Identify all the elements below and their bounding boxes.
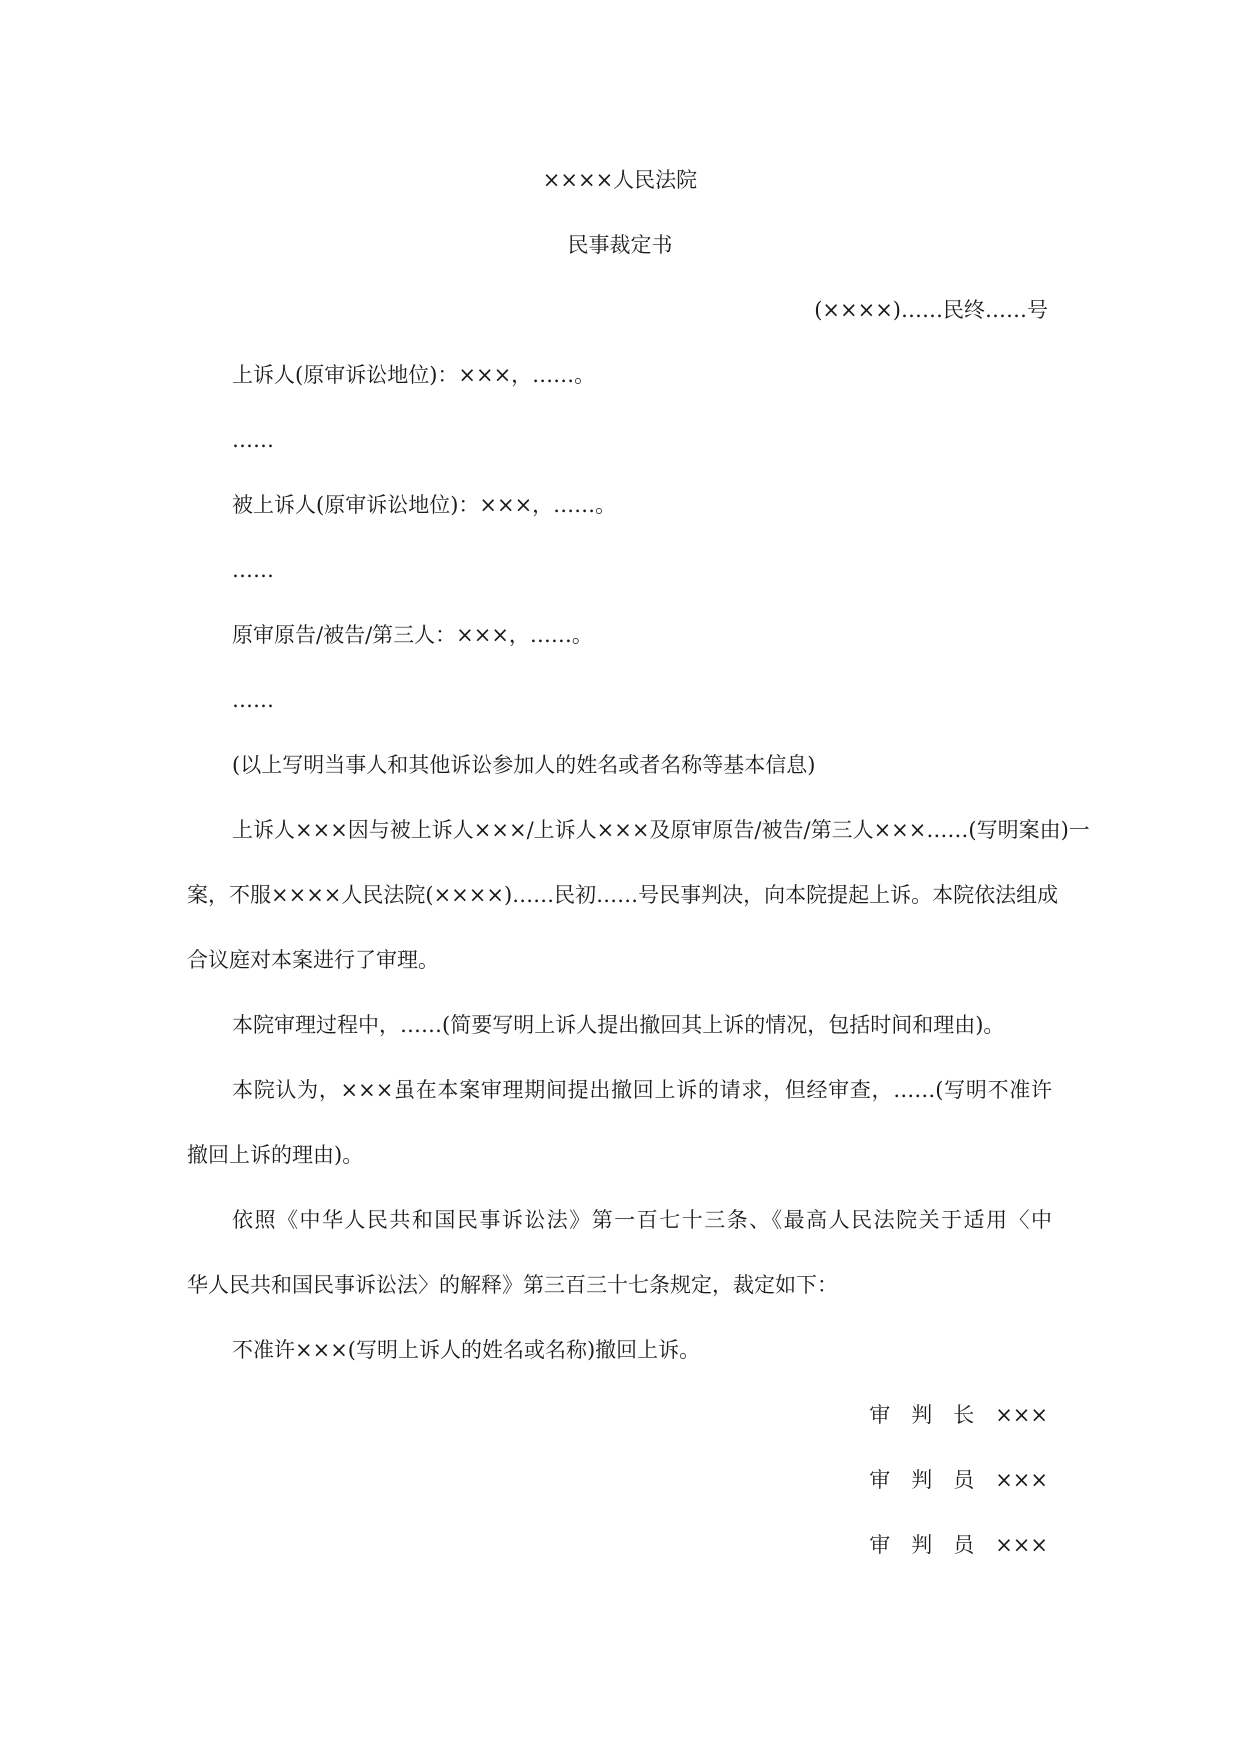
signature-presiding-judge: 审 判 长 ××× xyxy=(869,1403,1048,1427)
party-note: (以上写明当事人和其他诉讼参加人的姓名或者名称等基本信息) xyxy=(232,753,816,777)
signature-judge: 审 判 员 ××× xyxy=(869,1533,1048,1557)
case-paragraph-line: 上诉人×××因与被上诉人×××/上诉人×××及原审原告/被告/第三人×××……(写明案由)一 xyxy=(232,818,1090,842)
court-name: ××××人民法院 xyxy=(542,168,698,192)
party-appellant: 上诉人(原审诉讼地位)：×××，……。 xyxy=(232,363,596,387)
signature-judge: 审 判 员 ××× xyxy=(869,1468,1048,1492)
ruling-text: 不准许×××(写明上诉人的姓名或名称)撤回上诉。 xyxy=(232,1338,701,1362)
legal-basis-line: 华人民共和国民事诉讼法〉的解释》第三百三十七条规定，裁定如下： xyxy=(187,1273,838,1297)
party-ellipsis: …… xyxy=(232,428,274,452)
document-title: 民事裁定书 xyxy=(567,233,673,257)
court-opinion-line: 撤回上诉的理由)。 xyxy=(187,1143,364,1167)
case-number: (××××)……民终……号 xyxy=(814,298,1048,322)
case-paragraph-line: 合议庭对本案进行了审理。 xyxy=(187,948,439,972)
legal-basis-line: 依照《中华人民共和国民事诉讼法》第一百七十三条、《最高人民法院关于适用〈中 xyxy=(232,1208,1052,1232)
case-paragraph-line: 案，不服××××人民法院(××××)……民初……号民事判决，向本院提起上诉。本院依法组成 xyxy=(187,883,1059,907)
court-opinion-line: 本院认为，×××虽在本案审理期间提出撤回上诉的请求，但经审查，……(写明不准许 xyxy=(232,1078,1052,1102)
party-appellee: 被上诉人(原审诉讼地位)：×××，……。 xyxy=(232,493,617,517)
trial-process-paragraph: 本院审理过程中，……(简要写明上诉人提出撤回其上诉的情况，包括时间和理由)。 xyxy=(232,1013,1005,1037)
party-ellipsis: …… xyxy=(232,688,274,712)
party-ellipsis: …… xyxy=(232,558,274,582)
party-original: 原审原告/被告/第三人：×××，……。 xyxy=(232,623,593,647)
